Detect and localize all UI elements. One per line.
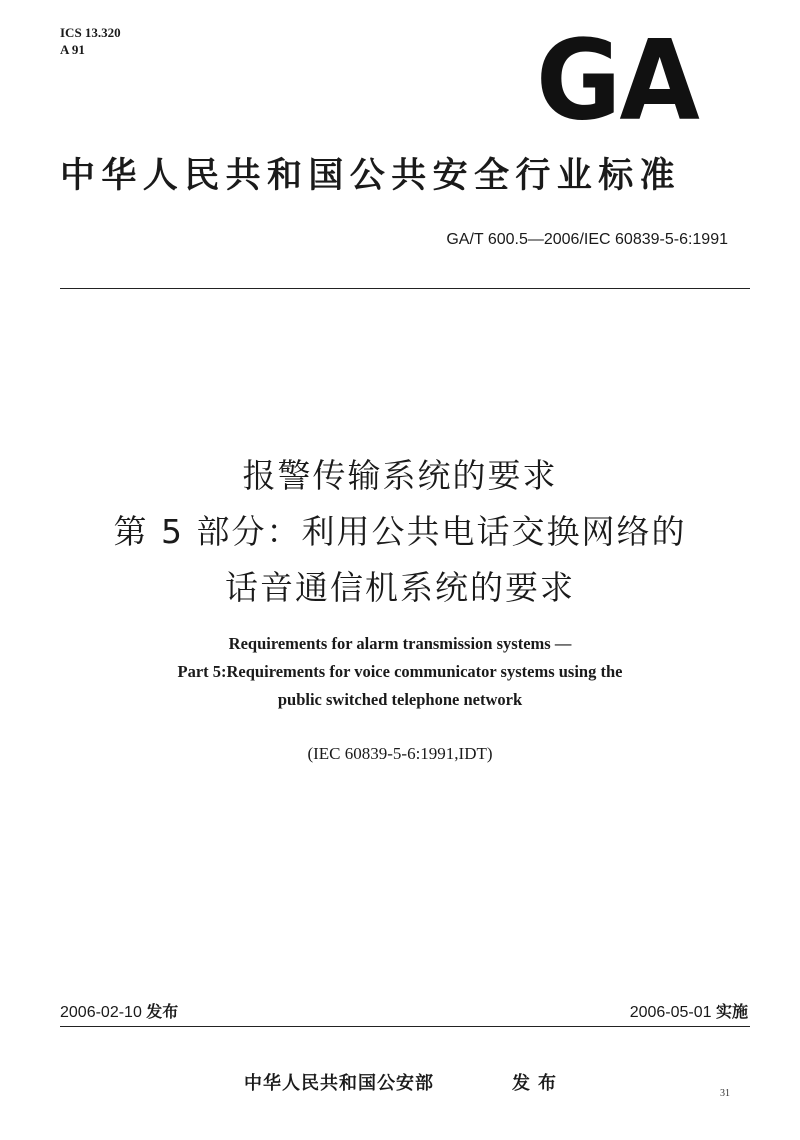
english-title-line-3: public switched telephone network <box>277 690 523 709</box>
chinese-title-line-2: 第 5 部分：利用公共电话交换网络的 <box>113 512 687 551</box>
classification-codes <box>60 24 121 58</box>
header-divider <box>60 288 750 289</box>
iec-equivalence: (IEC 60839-5-6:1991,IDT) <box>307 744 493 763</box>
publish-action: 发布 <box>512 1073 564 1094</box>
implementation-date: 2006-05-01 <box>629 1004 712 1021</box>
implementation-label: 实施 <box>715 1002 748 1021</box>
issue-date-line <box>60 1002 178 1023</box>
publisher-name: 中华人民共和国公安部 <box>244 1073 434 1094</box>
standard-number: GA/T 600.5—2006/IEC 60839-5-6:1991 <box>446 231 728 248</box>
ccs-code: A 91 <box>60 42 85 57</box>
chinese-title-line-1: 报警传输系统的要求 <box>242 456 558 495</box>
footer-divider <box>60 1026 750 1027</box>
english-title-line-2: Part 5:Requirements for voice communicator systems using the <box>177 662 623 681</box>
page-number: 31 <box>720 1088 730 1099</box>
implementation-date-line <box>630 1002 748 1023</box>
ics-code: ICS 13.320 <box>60 25 121 40</box>
issue-label: 发布 <box>146 1002 179 1021</box>
chinese-title <box>40 448 760 616</box>
standard-category-title: 中华人民共和国公共安全行业标准 <box>60 156 682 196</box>
ga-logo: GA <box>536 15 698 146</box>
issue-date: 2006-02-10 <box>60 1004 142 1021</box>
chinese-title-line-3: 话音通信机系统的要求 <box>225 568 575 607</box>
english-title <box>40 630 760 714</box>
english-title-line-1: Requirements for alarm transmission systems — <box>228 634 572 653</box>
